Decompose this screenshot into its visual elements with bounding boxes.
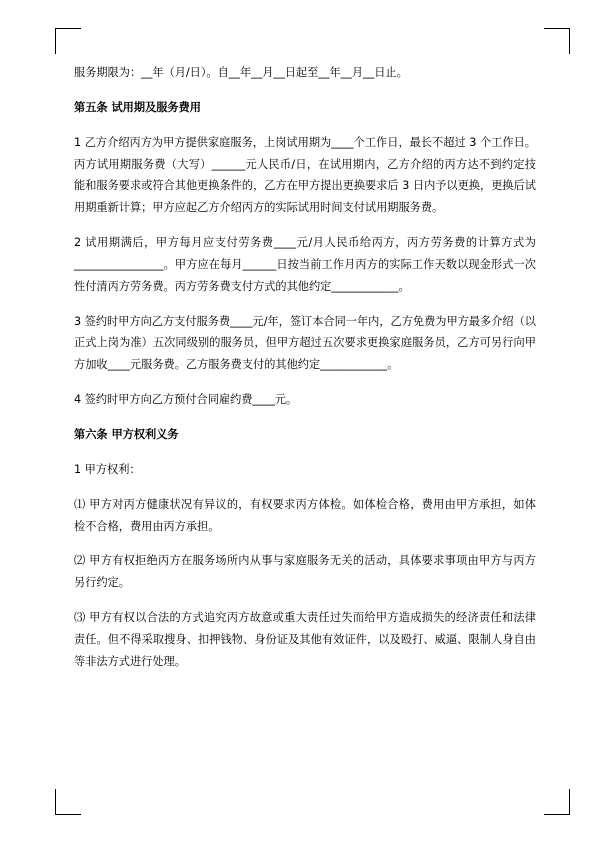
paragraph-article-6-item-1-1: ⑴ 甲方对丙方健康状况有异议的，有权要求丙方体检。如体检合格，费用由甲方承担，如体检不合格，费用由丙方承担。 (74, 497, 536, 533)
paragraph-service-term: 服务期限为：__年（月/日）。自__年__月__日起至__年__月__日止。 (74, 66, 408, 79)
paragraph-article-6-item-1-2: ⑵ 甲方有权拒绝丙方在服务场所内从事与家庭服务无关的活动，具体要求事项由甲方与丙方另行约定。 (74, 554, 536, 590)
paragraph-article-5-item-3: 3 签约时甲方向乙方支付服务费____元/年，签订本合同一年内，乙方免费为甲方最多介绍（以正式上岗为准）五次同级别的服务员，但甲方超过五次要求更换家庭服务员，乙方可另行向甲方加收____元服务费。乙方服务费支付的其他约定____________。 (74, 314, 536, 372)
crop-mark-top-right (544, 28, 570, 54)
heading-article-6: 第六条 甲方权利义务 (74, 427, 179, 441)
paragraph-article-6-item-1-3: ⑶ 甲方有权以合法的方式追究丙方故意或重大责任过失而给甲方造成损失的经济责任和法律责任。但不得采取搜身、扣押钱物、身份证及其他有效证件，以及殴打、威逼、限制人身自由等非法方式进行处理。 (74, 611, 536, 668)
paragraph-article-5-item-1: 1 乙方介绍丙方为甲方提供家庭服务，上岗试用期为____个工作日，最长不超过 3 个工作日。丙方试用期服务费（大写）______元人民币/日，在试用期内，乙方介绍的丙方达不到约定技能和服务要求或符合其他更换条件的，乙方在甲方提出更换要求后 3 日内予以更换，更换后试用期重新计算；甲方应起乙方介绍丙方的实际试用时间支付试用期服务费。 (74, 135, 536, 215)
crop-mark-bottom-right (544, 789, 570, 815)
paragraph-article-5-item-4: 4 签约时甲方向乙方预付合同雇约费____元。 (74, 393, 298, 407)
document-body (74, 62, 536, 686)
paragraph-article-6-item-1: 1 甲方权利： (74, 462, 141, 476)
crop-mark-bottom-left (55, 789, 81, 815)
crop-mark-top-left (55, 28, 81, 54)
heading-article-5: 第五条 试用期及服务费用 (74, 100, 201, 114)
paragraph-article-5-item-2: 2 试用期满后，甲方每月应支付劳务费____元/月人民币给丙方，丙方劳务费的计算方式为________________。甲方应在每月______日按当前工作月丙方的实际工作天数以现金形式一次性付清丙方劳务费。丙方劳务费支付方式的其他约定____________。 (74, 236, 536, 293)
